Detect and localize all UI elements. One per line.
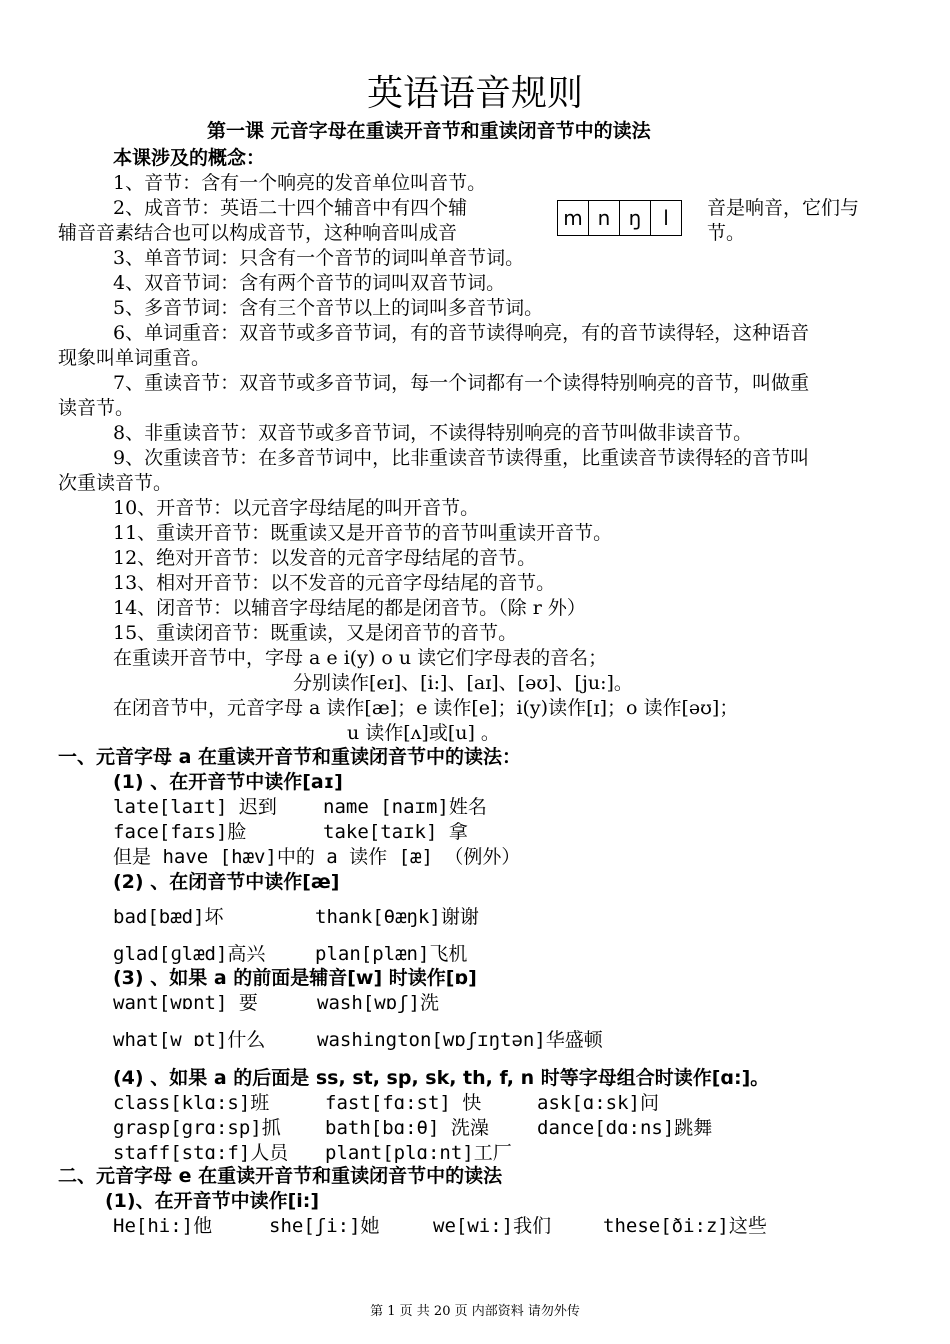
closed-syllable-readings: u 读作[ʌ]或[u] 。 <box>347 722 500 744</box>
concept-2-right: 音是响音，它们与 <box>707 197 860 219</box>
example-word: thank[θæŋk]谢谢 <box>315 906 479 928</box>
section-2-heading: 二、元音字母 e 在重读开音节和重读闭音节中的读法 <box>58 1165 503 1187</box>
closed-syllable-rule: 在闭音节中，元音字母 a 读作[æ]；e 读作[e]；i(y)读作[ɪ]；o 读作[əʊ]； <box>113 697 739 719</box>
lesson-title: 第一课 元音字母在重读开音节和重读闭音节中的读法 <box>207 120 651 142</box>
section-1-sub-4: (4) 、如果 a 的后面是 ss, st, sp, sk, th, f, n 时等字母组合时读作[ɑ:]。 <box>113 1067 770 1089</box>
sonorant-ng: ŋ <box>620 201 651 236</box>
concept-8: 8、非重读音节：双音节或多音节词，不读得特别响亮的音节叫做非读音节。 <box>113 422 753 444</box>
example-word: grasp[grɑ:sp]抓 <box>113 1117 281 1139</box>
example-word: what[w ɒt]什么 <box>113 1029 266 1051</box>
example-word: plan[plæn]飞机 <box>315 943 468 965</box>
concept-2-left: 2、成音节：英语二十四个辅音中有四个辅 <box>113 197 468 219</box>
concept-2-cont-right: 节。 <box>707 222 746 244</box>
example-word: glad[ɡlæd]高兴 <box>113 943 266 965</box>
example-word: wash[wɒʃ]洗 <box>317 992 439 1014</box>
example-word: washington[wɒʃɪŋtən]华盛顿 <box>317 1029 603 1051</box>
example-word: name [naɪm]姓名 <box>323 796 487 818</box>
section-1-sub-2: (2) 、在闭音节中读作[æ] <box>113 871 340 893</box>
section-1-sub-1: (1) 、在开音节中读作[aɪ] <box>113 771 343 793</box>
page-title: 英语语音规则 <box>366 73 583 114</box>
example-word: these[ði:z]这些 <box>603 1215 767 1237</box>
example-exception: 但是 have [hæv]中的 a 读作 [æ] （例外） <box>113 846 521 868</box>
concept-10: 10、开音节：以元音字母结尾的叫开音节。 <box>113 497 480 519</box>
sonorant-box <box>557 200 682 236</box>
concept-9b: 次重读音节。 <box>58 472 173 494</box>
concept-11: 11、重读开音节：既重读又是开音节的音节叫重读开音节。 <box>113 522 613 544</box>
concepts-heading: 本课涉及的概念： <box>113 147 266 169</box>
sonorant-m: m <box>558 201 589 236</box>
open-syllable-rule: 在重读开音节中，字母 a e i(y) o u 读它们字母表的音名； <box>113 647 608 669</box>
example-word: bath[bɑ:θ] 洗澡 <box>325 1117 489 1139</box>
concept-9a: 9、次重读音节：在多音节词中，比非重读音节读得重，比重读音节读得轻的音节叫 <box>113 447 810 469</box>
example-word: want[wɒnt] 要 <box>113 992 258 1014</box>
example-word: late[laɪt] 迟到 <box>113 796 277 818</box>
section-1-sub-3: (3) 、如果 a 的前面是辅音[w] 时读作[ɒ] <box>113 967 477 989</box>
concept-6b: 现象叫单词重音。 <box>58 347 211 369</box>
example-word: class[klɑ:s]班 <box>113 1092 270 1114</box>
sonorant-n: n <box>589 201 620 236</box>
example-word: fast[fɑ:st] 快 <box>325 1092 482 1114</box>
example-word: He[hi:]他 <box>113 1215 213 1237</box>
concept-6a: 6、单词重音：双音节或多音节词，有的音节读得响亮，有的音节读得轻，这种语音 <box>113 322 810 344</box>
example-word: ask[ɑ:sk]问 <box>537 1092 659 1114</box>
concept-5: 5、多音节词：含有三个音节以上的词叫多音节词。 <box>113 297 544 319</box>
concept-15: 15、重读闭音节：既重读，又是闭音节的音节。 <box>113 622 518 644</box>
example-word: dance[dɑ:ns]跳舞 <box>537 1117 713 1139</box>
example-word: bad[bæd]坏 <box>113 906 224 928</box>
concept-14: 14、闭音节：以辅音字母结尾的都是闭音节。（除 r 外） <box>113 597 586 619</box>
concept-12: 12、绝对开音节：以发音的元音字母结尾的音节。 <box>113 547 537 569</box>
concept-13: 13、相对开音节：以不发音的元音字母结尾的音节。 <box>113 572 556 594</box>
concept-3: 3、单音节词：只含有一个音节的词叫单音节词。 <box>113 247 525 269</box>
example-word: take[taɪk] 拿 <box>323 821 468 843</box>
example-word: staff[stɑ:f]人员 <box>113 1142 289 1164</box>
open-syllable-readings: 分别读作[eɪ]、[i:]、[aɪ]、[əʊ]、[ju:]。 <box>293 672 633 694</box>
concept-7a: 7、重读音节：双音节或多音节词，每一个词都有一个读得特别响亮的音节，叫做重 <box>113 372 810 394</box>
example-word: plant[plɑ:nt]工厂 <box>325 1142 512 1164</box>
example-word: face[faɪs]脸 <box>113 821 247 843</box>
sonorant-l: l <box>651 201 682 236</box>
concept-2-cont-left: 辅音音素结合也可以构成音节，这种响音叫成音 <box>58 222 458 244</box>
page-footer: 第 1 页 共 20 页 内部资料 请勿外传 <box>370 1304 580 1319</box>
concept-4: 4、双音节词：含有两个音节的词叫双音节词。 <box>113 272 506 294</box>
concept-1: 1、音节：含有一个响亮的发音单位叫音节。 <box>113 172 487 194</box>
section-2-sub-1: (1)、在开音节中读作[i:] <box>105 1190 320 1212</box>
example-word: we[wi:]我们 <box>433 1215 552 1237</box>
section-1-heading: 一、元音字母 a 在重读开音节和重读闭音节中的读法： <box>58 746 522 768</box>
concept-7b: 读音节。 <box>58 397 135 419</box>
example-word: she[ʃi:]她 <box>269 1215 380 1237</box>
